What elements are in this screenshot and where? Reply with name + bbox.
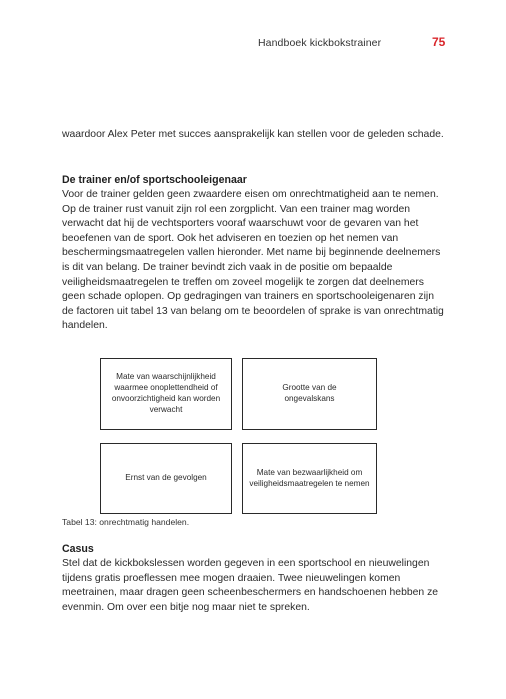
- section-heading-trainer: De trainer en/of sportschooleigenaar: [62, 174, 247, 186]
- factor-box-waarschijnlijkheid: [100, 358, 232, 430]
- factor-box-label: Ernst van de gevolgen: [125, 473, 207, 483]
- section-heading-casus: Casus: [62, 543, 94, 555]
- factor-box-ernst: [100, 443, 232, 514]
- section-paragraph-casus: Stel dat de kickbokslessen worden gegeven in een sportschool en nieuwelingen tijdens gratis proeflessen mee mogen draaien. Twee nieuwelingen komen meetrainen, maar dragen geen scheenbeschermers en handschoenen hebben ze evenmin. Om over een bitje nog maar niet te spreken.: [62, 558, 439, 613]
- factor-box-label: Grootte van de ongevalskans: [282, 383, 337, 403]
- factor-box-ongevalskans: [242, 358, 377, 430]
- factor-box-label: Mate van bezwaarlijkheid om veiligheidsmaatregelen te nemen: [249, 467, 370, 488]
- section-paragraph-trainer: Voor de trainer gelden geen zwaardere eisen om onrechtmatigheid aan te nemen. Op de trainer rust vanuit zijn rol een zorgplicht. Van een trainer mag worden verwacht dat hij de vechtsporters vooraf waarschuwt voor de gevaren van het beoefenen van de sport. Ook het adviseren en toezien op het nemen van beschermingsmaatregelen vallen hieronder. Met name bij beginnende deelnemers is dit van belang. De trainer bevindt zich vaak in de positie om bepaalde veiligheidsmaatregelen te treffen om zoveel mogelijk te zorgen dat deelnemers geen schade oplopen. Op gedragingen van trainers en sportschooleigenaren zijn de factoren uit tabel 13 van belang om te beoordelen of sprake is van onrechtmatig handelen.: [62, 189, 444, 332]
- intro-paragraph: waardoor Alex Peter met succes aansprakelijk kan stellen voor de geleden schade.: [62, 129, 444, 140]
- table-caption: Tabel 13: onrechtmatig handelen.: [62, 517, 190, 527]
- factor-box-bezwaarlijkheid: [242, 443, 377, 514]
- running-header-title: Handboek kickbokstrainer: [258, 37, 382, 49]
- factor-box-label: Mate van waarschijnlijkheid waarmee onoplettendheid of onvoorzichtigheid kan worden verwacht: [111, 372, 221, 414]
- page-number: 75: [432, 35, 446, 49]
